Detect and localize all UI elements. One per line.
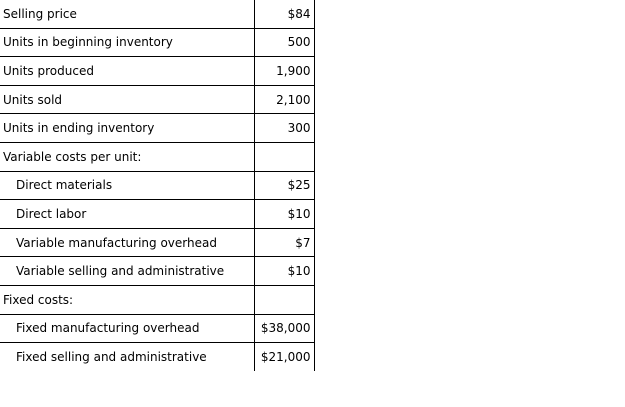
table-row bbox=[0, 28, 314, 57]
row-value: 2,100 bbox=[254, 85, 314, 114]
table-row bbox=[0, 57, 314, 86]
row-label: Direct labor bbox=[0, 200, 254, 229]
row-value: 1,900 bbox=[254, 57, 314, 86]
row-label: Selling price bbox=[0, 0, 254, 28]
row-value: $38,000 bbox=[254, 314, 314, 343]
section-header-row bbox=[0, 142, 314, 171]
row-value bbox=[254, 142, 314, 171]
table-row bbox=[0, 343, 314, 371]
row-label: Units produced bbox=[0, 57, 254, 86]
section-label: Variable costs per unit: bbox=[0, 142, 254, 171]
row-label: Units sold bbox=[0, 85, 254, 114]
row-value: $25 bbox=[254, 171, 314, 200]
row-value: 500 bbox=[254, 28, 314, 57]
row-value: 300 bbox=[254, 114, 314, 143]
table-row bbox=[0, 85, 314, 114]
table-row bbox=[0, 200, 314, 229]
section-label: Fixed costs: bbox=[0, 285, 254, 314]
row-label: Variable selling and administrative bbox=[0, 257, 254, 286]
row-label: Units in ending inventory bbox=[0, 114, 254, 143]
row-value: $7 bbox=[254, 228, 314, 257]
table-row bbox=[0, 171, 314, 200]
row-label: Variable manufacturing overhead bbox=[0, 228, 254, 257]
section-header-row bbox=[0, 285, 314, 314]
row-value bbox=[254, 285, 314, 314]
table-row bbox=[0, 114, 314, 143]
row-label: Units in beginning inventory bbox=[0, 28, 254, 57]
row-value: $84 bbox=[254, 0, 314, 28]
row-label: Fixed manufacturing overhead bbox=[0, 314, 254, 343]
row-label: Fixed selling and administrative bbox=[0, 343, 254, 371]
table-row bbox=[0, 314, 314, 343]
row-value: $10 bbox=[254, 200, 314, 229]
table-row bbox=[0, 228, 314, 257]
row-label: Direct materials bbox=[0, 171, 254, 200]
table-row bbox=[0, 0, 314, 28]
row-value: $21,000 bbox=[254, 343, 314, 371]
cost-data-table bbox=[0, 0, 315, 371]
table-row bbox=[0, 257, 314, 286]
row-value: $10 bbox=[254, 257, 314, 286]
